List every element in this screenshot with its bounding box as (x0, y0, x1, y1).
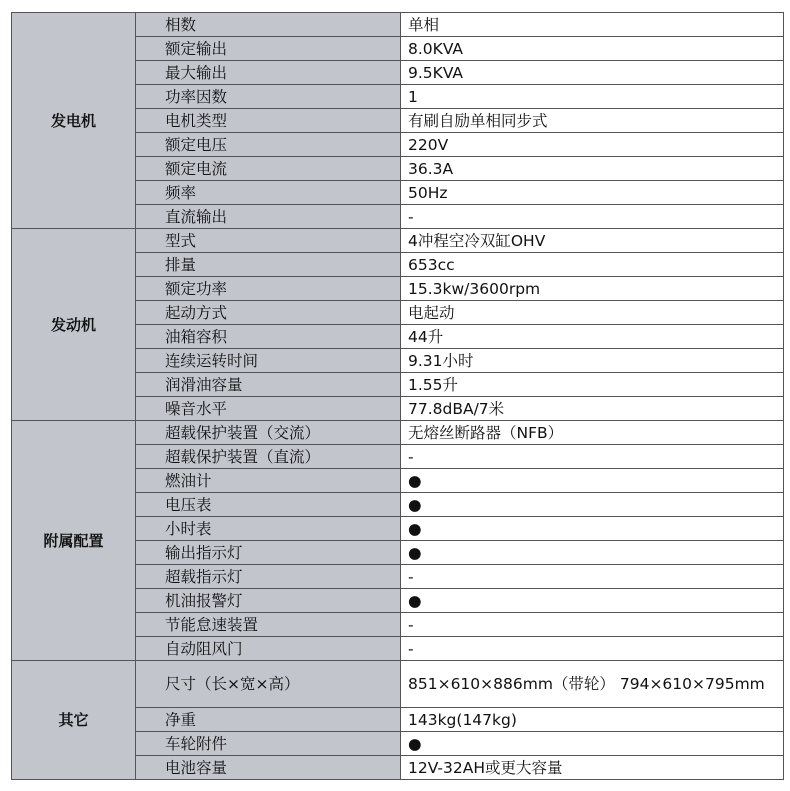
spec-value: 653cc (401, 253, 784, 277)
spec-value: ● (401, 589, 784, 613)
spec-value: ● (401, 517, 784, 541)
spec-label: 排量 (136, 253, 401, 277)
spec-value: 15.3kw/3600rpm (401, 277, 784, 301)
spec-label: 尺寸（长×宽×高） (136, 661, 401, 708)
spec-value: 电起动 (401, 301, 784, 325)
spec-label: 超载指示灯 (136, 565, 401, 589)
spec-value: - (401, 565, 784, 589)
table-row (12, 229, 784, 253)
spec-label: 润滑油容量 (136, 373, 401, 397)
spec-label: 额定电压 (136, 133, 401, 157)
spec-value: 143kg(147kg) (401, 708, 784, 732)
spec-label: 超载保护装置（直流） (136, 445, 401, 469)
spec-table-body (12, 13, 784, 780)
spec-value: 12V-32AH或更大容量 (401, 756, 784, 780)
table-row (12, 661, 784, 708)
group-header: 发电机 (12, 13, 136, 229)
group-header: 附属配置 (12, 421, 136, 661)
group-header: 其它 (12, 661, 136, 780)
spec-value: 4冲程空冷双缸OHV (401, 229, 784, 253)
spec-value: ● (401, 541, 784, 565)
spec-label: 额定电流 (136, 157, 401, 181)
spec-label: 燃油计 (136, 469, 401, 493)
spec-value: 36.3A (401, 157, 784, 181)
spec-label: 相数 (136, 13, 401, 37)
spec-label: 电机类型 (136, 109, 401, 133)
spec-label: 油箱容积 (136, 325, 401, 349)
spec-value: 50Hz (401, 181, 784, 205)
spec-label: 直流输出 (136, 205, 401, 229)
spec-value: - (401, 613, 784, 637)
spec-label: 额定输出 (136, 37, 401, 61)
spec-value: 9.31小时 (401, 349, 784, 373)
spec-label: 频率 (136, 181, 401, 205)
spec-value: 1 (401, 85, 784, 109)
spec-value: ● (401, 493, 784, 517)
table-row (12, 13, 784, 37)
spec-value: - (401, 205, 784, 229)
spec-label: 节能怠速装置 (136, 613, 401, 637)
spec-label: 输出指示灯 (136, 541, 401, 565)
spec-value: 851×610×886mm（带轮） 794×610×795mm (401, 661, 784, 708)
spec-value: ● (401, 469, 784, 493)
spec-label: 电压表 (136, 493, 401, 517)
spec-value: 8.0KVA (401, 37, 784, 61)
spec-value: 220V (401, 133, 784, 157)
spec-label: 机油报警灯 (136, 589, 401, 613)
spec-value: - (401, 445, 784, 469)
spec-label: 自动阻风门 (136, 637, 401, 661)
spec-label: 起动方式 (136, 301, 401, 325)
spec-value: 44升 (401, 325, 784, 349)
group-header: 发动机 (12, 229, 136, 421)
spec-value: 77.8dBA/7米 (401, 397, 784, 421)
spec-value: ● (401, 732, 784, 756)
spec-label: 连续运转时间 (136, 349, 401, 373)
spec-label: 小时表 (136, 517, 401, 541)
spec-value: 1.55升 (401, 373, 784, 397)
spec-label: 噪音水平 (136, 397, 401, 421)
spec-label: 车轮附件 (136, 732, 401, 756)
table-row (12, 421, 784, 445)
spec-value: 无熔丝断路器（NFB） (401, 421, 784, 445)
spec-value: 有刷自励单相同步式 (401, 109, 784, 133)
spec-label: 额定功率 (136, 277, 401, 301)
spec-value: - (401, 637, 784, 661)
spec-label: 功率因数 (136, 85, 401, 109)
spec-label: 最大输出 (136, 61, 401, 85)
spec-label: 净重 (136, 708, 401, 732)
spec-label: 超载保护装置（交流） (136, 421, 401, 445)
spec-table (11, 12, 784, 780)
spec-value: 单相 (401, 13, 784, 37)
spec-label: 电池容量 (136, 756, 401, 780)
spec-value: 9.5KVA (401, 61, 784, 85)
spec-label: 型式 (136, 229, 401, 253)
